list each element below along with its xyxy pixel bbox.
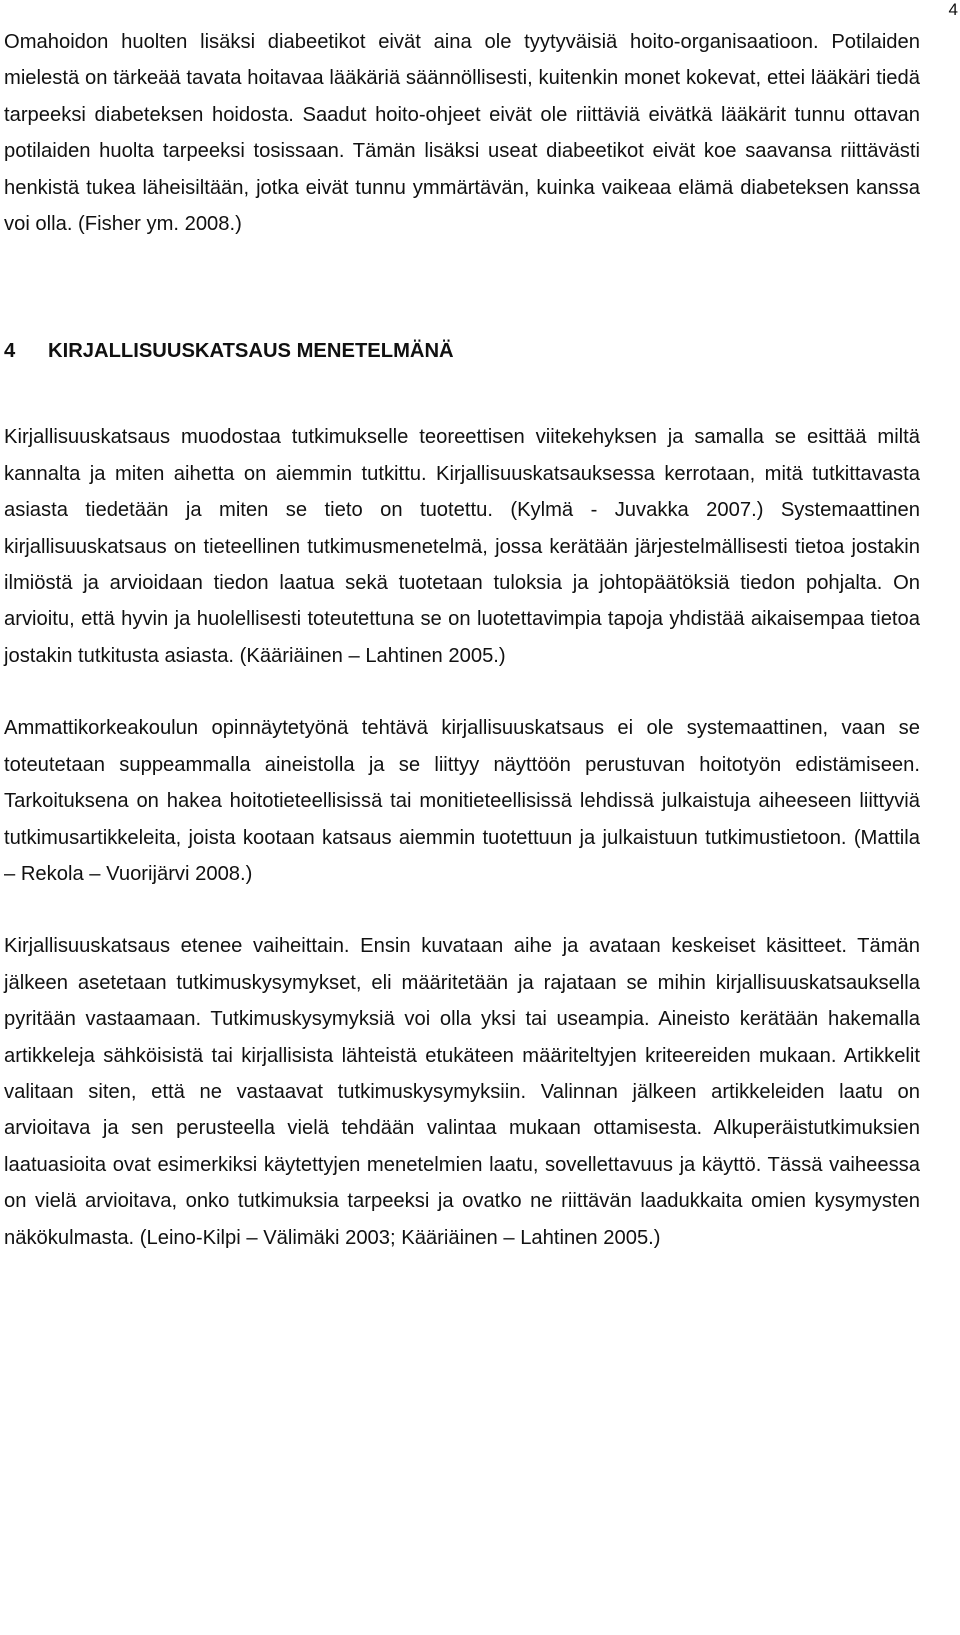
section-number: 4: [4, 340, 16, 363]
paragraph-diabetes-care: Omahoidon huolten lisäksi diabeetikot eivät aina ole tyytyväisiä hoito-organisaatioon. Potilaiden mielestä on tärkeää tavata hoitavaa lääkäriä säännöllisesti, kuitenkin monet kokevat, ettei lääkäri tiedä tarpeeksi diabeteksen hoidosta. Saadut hoito-ohjeet eivät ole riittäviä eivätkä lääkärit tunnu ottavan potilaiden huolta tarpeeksi tosissaan. Tämän lisäksi useat diabeetikot eivät koe saavansa riittävästi henkistä tukea läheisiltään, jotka eivät tunnu ymmärtävän, kuinka vaikeaa elämä diabeteksen kanssa voi olla. (Fisher ym. 2008.): [4, 31, 920, 236]
paragraph-thesis-literature-review: Ammattikorkeakoulun opinnäytetyönä tehtävä kirjallisuuskatsaus ei ole systemaattinen, vaan se toteutetaan suppeammalla aineistolla ja se liittyy näyttöön perustuvan hoitotyön edistämiseen. Tarkoituksena on hakea hoitotieteellisissä tai monitieteellisissä lehdissä julkaistuja aiheeseen liittyviä tutkimusartikkeleita, joista kootaan katsaus aiemmin tuotettuun ja julkaistuun tutkimustietoon. (Mattila – Rekola – Vuorijärvi 2008.): [4, 717, 920, 885]
paragraph-review-phases: Kirjallisuuskatsaus etenee vaiheittain. Ensin kuvataan aihe ja avataan keskeiset käsitteet. Tämän jälkeen asetetaan tutkimuskysymykset, eli määritetään ja rajataan se mihin kirjallisuuskatsauksella pyritään vastaamaan. Tutkimuskysymyksiä voi olla yksi tai useampia. Aineisto kerätään hakemalla artikkeleja sähköisistä tai kirjallisista lähteistä etukäteen määriteltyjen kriteereiden mukaan. Artikkelit valitaan siten, että ne vastaavat tutkimuskysymyksiin. Valinnan jälkeen artikkeleiden laatu on arvioitava ja sen perusteella vielä tehdään valintaa mukaan ottamisesta. Alkuperäistutkimuksien laatuasioita ovat esimerkiksi käytettyjen menetelmien laatu, sovellettavuus ja käyttö. Tässä vaiheessa on vielä arvioitava, onko tutkimuksia tarpeeksi ja ovatko ne riittävän laadukkaita omien kysymysten näkökulmasta. (Leino-Kilpi – Välimäki 2003; Kääriäinen – Lahtinen 2005.): [4, 935, 920, 1249]
document-body: [4, 24, 920, 1256]
paragraph-literature-review-definition: Kirjallisuuskatsaus muodostaa tutkimukselle teoreettisen viitekehyksen ja samalla se esittää miltä kannalta ja miten aihetta on aiemmin tutkittu. Kirjallisuuskatsauksessa kerrotaan, mitä tutkittavasta asiasta tiedetään ja miten se tieto on tuotettu. (Kylmä - Juvakka 2007.) Systemaattinen kirjallisuuskatsaus on tieteellinen tutkimusmenetelmä, jossa kerätään järjestelmällisesti tietoa jostakin ilmiöstä ja arvioidaan tiedon laatua sekä tuotetaan tuloksia ja johtopäätöksiä tiedon pohjalta. On arvioitu, että hyvin ja huolellisesti toteutettuna se on luotettavimpia tapoja yhdistää aikaisempaa tietoa jostakin tutkitusta asiasta. (Kääriäinen – Lahtinen 2005.): [4, 426, 920, 667]
section-heading: [4, 333, 920, 369]
section-title: KIRJALLISUUSKATSAUS MENETELMÄNÄ: [48, 340, 454, 363]
page-number: 4: [948, 0, 958, 19]
